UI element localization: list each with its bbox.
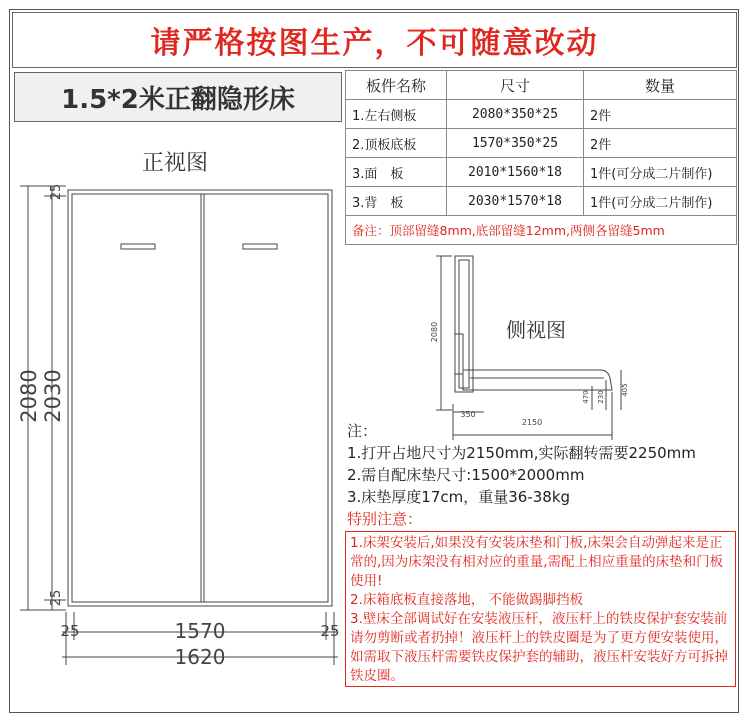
side-dim-a: 470 [582,390,590,404]
front-cabinet-inner [72,194,328,602]
special-notes-title: 特别注意： [347,510,423,528]
part-qty: 2件 [584,129,737,158]
side-dim-b: 230 [597,390,605,404]
notes-title: 注： [347,422,378,440]
product-title: 1.5*2米正翻隐形床 [61,84,295,115]
front-width-outer: 1620 [174,645,226,669]
front-left-thickness: 25 [60,622,80,640]
side-height: 2080 [430,321,439,343]
front-right-thickness: 25 [320,622,340,640]
note-item: 1.打开占地尺寸为2150mm,实际翻转需要2250mm [347,444,696,462]
special-note-item: 1.床架安装后,如果没有安装床垫和门板,床架会自动弹起来是正常的,因为床架没有相对应的重量,需配上相应重量的床垫和门板使用! [350,535,724,589]
part-qty: 2件 [584,100,737,129]
front-height-inner: 2030 [41,369,65,423]
special-note-item: 2.床箱底板直接落地， 不能做踢脚挡板 [350,592,584,608]
side-view-label: 侧视图 [506,318,566,342]
side-dim-c: 405 [621,383,629,397]
part-qty: 1件(可分成二片制作) [584,187,737,216]
part-size: 2010*1560*18 [447,158,584,187]
table-remark: 备注：顶部留缝8mm,底部留缝12mm,两侧各留缝5mm [346,216,737,245]
header-name: 板件名称 [346,71,447,100]
part-name: 1.左右侧板 [346,100,447,129]
note-item: 3.床垫厚度17cm，重量36-38kg [347,488,571,506]
warning-text: 请严格按图生产，不可随意改动 [150,26,599,61]
front-cabinet-outline [68,190,332,606]
part-size: 1570*350*25 [447,129,584,158]
side-cabinet [455,256,473,392]
part-size: 2080*350*25 [447,100,584,129]
header-qty: 数量 [584,71,737,100]
right-handle [243,244,277,249]
front-width-inner: 1570 [174,619,226,643]
left-handle [121,244,155,249]
special-notes-box [345,531,736,687]
front-view-label: 正视图 [142,151,209,176]
side-open-length: 2150 [521,418,543,427]
special-note-item: 3.壁床全部调试好在安装液压杆，液压杆上的铁皮保护套安装前请勿剪断或者扔掉！液压杆上的铁皮圈是为了更方便安装使用，如需取下液压杆需要铁皮保护套的辅助，液压杆安装好方可拆掉铁皮圈。 [350,611,728,684]
side-depth: 350 [460,410,476,419]
note-item: 2.需自配床垫尺寸:1500*2000mm [347,466,585,484]
side-bed-frame [463,370,612,390]
part-name: 2.顶板底板 [346,129,447,158]
notes [347,420,737,530]
header-size: 尺寸 [447,71,584,100]
front-top-thickness: 25 [49,183,64,201]
part-qty: 1件(可分成二片制作) [584,158,737,187]
part-name: 3.面 板 [346,158,447,187]
part-name: 3.背 板 [346,187,447,216]
part-size: 2030*1570*18 [447,187,584,216]
front-height-outer: 2080 [17,369,41,423]
front-bottom-thickness: 25 [49,589,64,607]
